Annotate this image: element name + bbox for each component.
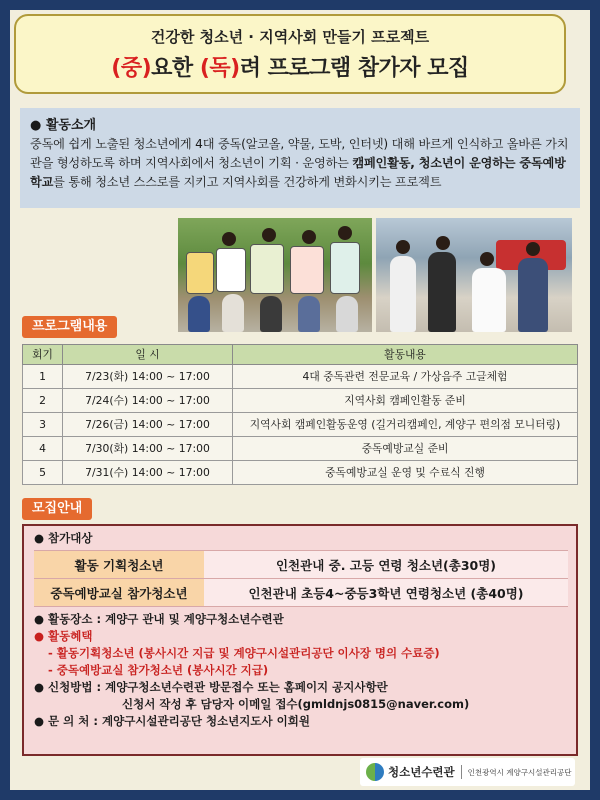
footer-logo [360,758,575,786]
intro-heading: ● 활동소개 [30,118,97,133]
target-table [34,550,568,607]
benefit-heading: ● 활동혜택 [34,629,93,643]
table-row [34,551,568,579]
row-date: 7/30(화) 14:00 ~ 17:00 [63,437,233,461]
row-activity: 지역사회 캠페인활동운영 (길거리캠페인, 계양구 편의점 모니터링) [233,413,578,437]
header-title [16,51,564,82]
program-section-label: 프로그램내용 [22,316,117,338]
target-desc: 인천관내 중. 고등 연령 청소년(총30명) [204,551,568,579]
intro-text-c: 를 통해 청소년 스스로를 지키고 지역사회를 건강하게 변화시키는 프로젝트 [53,175,442,189]
col-header-datetime: 일 시 [63,345,233,365]
target-group: 활동 기획청소년 [34,551,204,579]
row-num: 2 [23,389,63,413]
recruit-info-box [22,524,578,756]
table-row [23,389,578,413]
program-table [22,344,578,485]
table-row [23,413,578,437]
table-row [23,461,578,485]
apply-email: 신청서 작성 후 담당자 이메일 접수(gmldnjs0815@naver.com) [122,697,470,711]
target-heading: ● 참가대상 [34,531,93,545]
row-num: 4 [23,437,63,461]
col-header-activity: 활동내용 [233,345,578,365]
col-header-session: 회기 [23,345,63,365]
title-part2: 요한 [151,56,200,81]
row-date: 7/26(금) 14:00 ~ 17:00 [63,413,233,437]
row-num: 5 [23,461,63,485]
target-desc: 인천관내 초등4~중등3학년 연령청소년 (총40명) [204,579,568,607]
table-row [34,579,568,607]
apply-method: ● 신청방법 : 계양구청소년수련관 방문접수 또는 홈페이지 공지사항란 [34,680,388,694]
row-num: 1 [23,365,63,389]
campaign-photo-right [376,218,572,332]
row-activity: 중독예방교실 준비 [233,437,578,461]
footer-sub: 인천광역시 계양구시설관리공단 [467,767,572,777]
recruit-section-label: 모집안내 [22,498,92,520]
row-num: 3 [23,413,63,437]
intro-text-a: 중독에 쉽게 노출된 청소년에게 4대 중독(알코올, 약물, 도박, 인터넷) 대해 바르게 인식하고 올바른 가치관을 형성하도록 하며 지역사회에서 청소년이 기획 · 운영하는 [30,137,569,170]
row-date: 7/24(수) 14:00 ~ 17:00 [63,389,233,413]
title-part3: (독) [199,56,240,81]
title-part4: 려 프로그램 참가자 모집 [239,56,469,81]
row-date: 7/23(화) 14:00 ~ 17:00 [63,365,233,389]
contact-info: ● 문 의 처 : 계양구시설관리공단 청소년지도사 이희원 [34,714,310,728]
intro-body [30,135,570,192]
header-subtitle: 건강한 청소년 · 지역사회 만들기 프로젝트 [150,28,430,46]
activity-intro [20,108,580,208]
footer-org: 청소년수련관 [388,765,455,779]
benefit-item-2: - 중독예방교실 참가청소년 (봉사시간 지급) [48,663,269,677]
intro-text-b: 캠페인활동, 청소년이 운영하는 중독예방학교 [30,156,566,189]
row-activity: 지역사회 캠페인활동 준비 [233,389,578,413]
logo-mark-icon [366,763,384,781]
table-row [23,437,578,461]
target-group: 중독예방교실 참가청소년 [34,579,204,607]
table-row [23,365,578,389]
title-part1: (중) [111,56,152,81]
footer-divider [461,765,462,779]
poster-header [14,14,566,94]
row-activity: 4대 중독관련 전문교육 / 가상음주 고글체험 [233,365,578,389]
row-activity: 중독예방교실 운영 및 수료식 진행 [233,461,578,485]
campaign-photo-left [178,218,372,332]
benefit-item-1: - 활동기획청소년 (봉사시간 지급 및 계양구시설관리공단 이사장 명의 수료증) [48,646,440,660]
activity-place: ● 활동장소 : 계양구 관내 및 계양구청소년수련관 [34,612,284,626]
row-date: 7/31(수) 14:00 ~ 17:00 [63,461,233,485]
